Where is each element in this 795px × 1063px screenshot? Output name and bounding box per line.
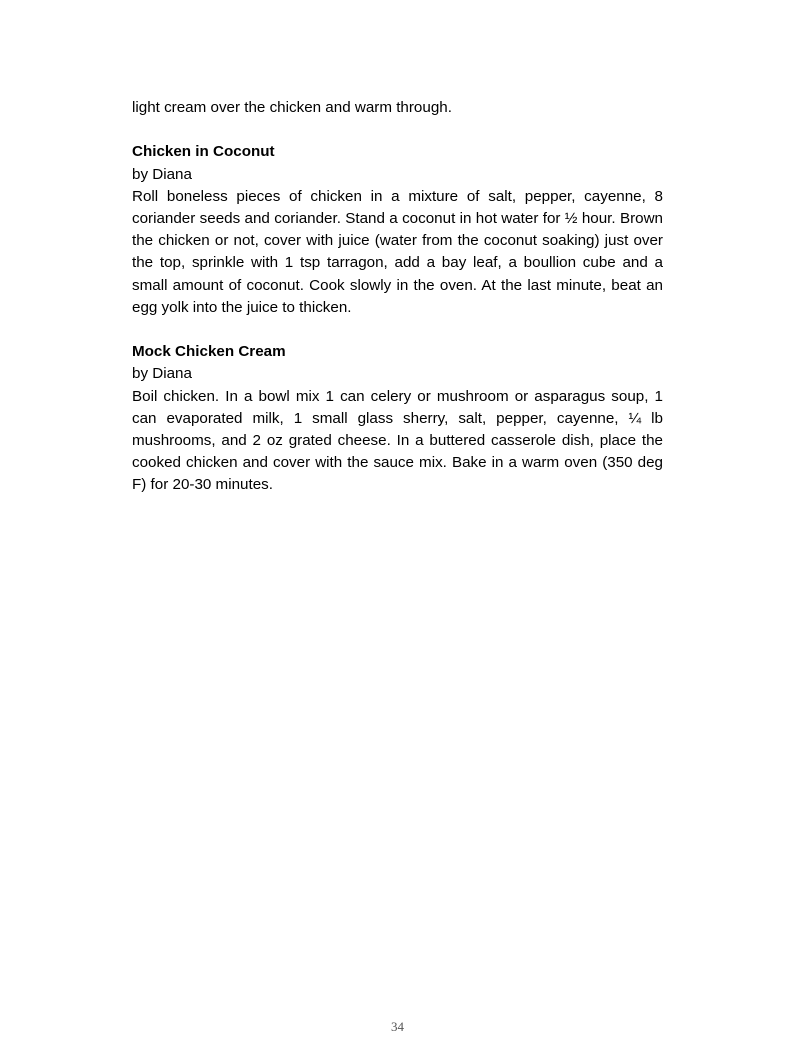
recipe-title: Mock Chicken Cream: [132, 343, 286, 361]
spacer: [132, 319, 663, 341]
recipe-body: Roll boneless pieces of chicken in a mixture of salt, pepper, cayenne, 8 coriander seeds and coriander. Stand a coconut in hot water for ½ hour. Brown the chicken or not, cover with juice (water from the coconut soaking) just over the top, sprinkle with 1 tsp tarragon, add a bay leaf, a boullion cube and a small amount of coconut. Cook slowly in the oven. At the last minute, beat an egg yolk into the juice to thicken.: [132, 187, 663, 316]
page-number: 34: [391, 1019, 404, 1034]
recipe-mock-chicken-cream: [132, 341, 663, 496]
recipe-title: Chicken in Coconut: [132, 143, 275, 161]
recipe-body: Boil chicken. In a bowl mix 1 can celery or mushroom or asparagus soup, 1 can evaporated milk, 1 small glass sherry, salt, pepper, cayenne, ¼ lb mushrooms, and 2 oz grated cheese. In a buttered casserole dish, place the cooked chicken and cover with the sauce mix. Bake in a warm oven (350 deg F) for 20-30 minutes.: [132, 387, 663, 494]
recipe-author: by Diana: [132, 165, 192, 183]
continuation-text: light cream over the chicken and warm through.: [132, 99, 452, 116]
spacer: [132, 119, 663, 141]
recipe-author: by Diana: [132, 365, 192, 383]
document-page: [132, 97, 663, 497]
recipe-chicken-in-coconut: [132, 141, 663, 319]
